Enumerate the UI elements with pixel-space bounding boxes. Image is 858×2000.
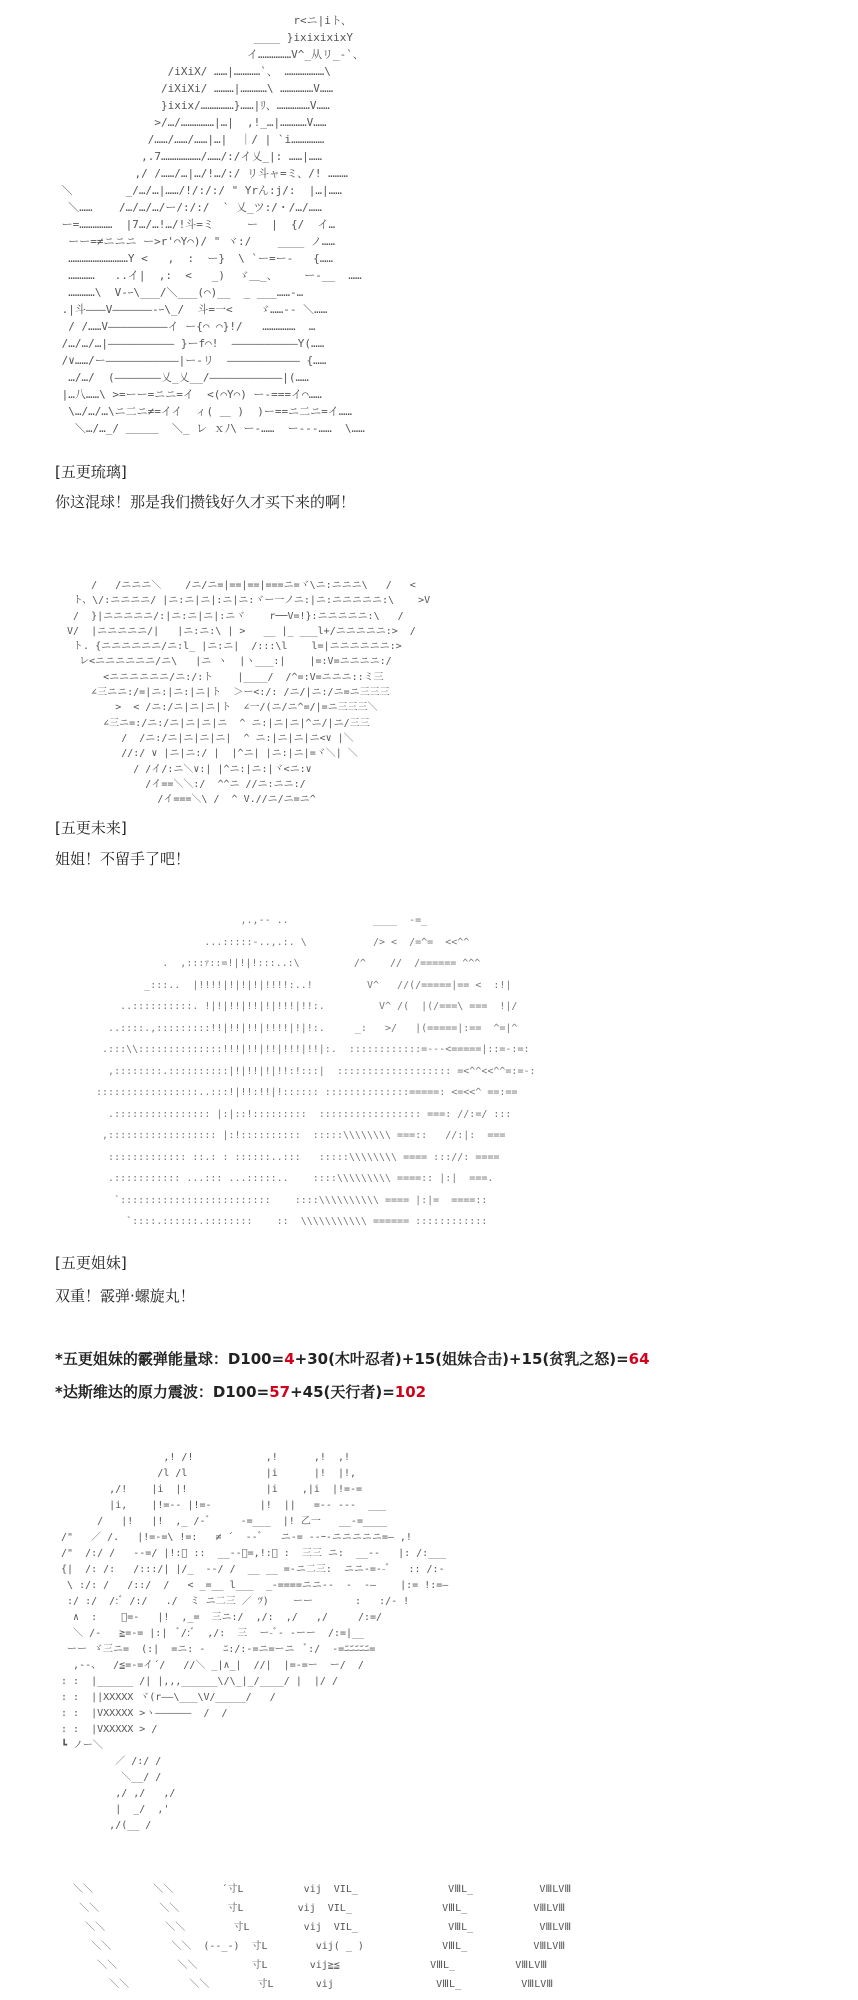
speaker-tag-sisters: [五更姐妹] (55, 1254, 127, 1272)
ascii-art-kuroneko-portrait: r<ニ|iト、 ____ }ixixixixY イ……………V^_从リ_-`、 /iXiX/ ……|…………`、 ………………\ /iXiXi/ ………|…………\ ……………V…… }ixix/……………}……|ﾘ、……………V…… >/…/……………|…| ,!_…|…………V…… /……/……/……|…| ｜/ | `i…………… ,.7………………/……/:/イ乂_|: ……|…… ,/ /……/…|…/!…/:/ リ斗ャ=ミ、/! ……… ＼ _/…/…|……/!/:/:/ " Yrん:j/: |…|…… ＼…… /…/…/…/ー/:/:/ ` 乂_ツ:/・/…/…… ー=…………… |7…/…!…/!斗=ミ ー | {/ イ… ーー=≠ニニニ ー>r'⌒Y⌒)/ " ヾ:/ ____ ノ…… ………………………Y < , : ー} \ `ー=ー‐ {…… ………… ..イ| ,: < _) ゞ＿_、 ー-__ …… …………\ V-ｰ\___/＼___(⌒)__ _ ___……‐… .|斗———V——————-ｰ\_/ 斗=一< ゞ……-- ＼…… / /……V—————————イ ー{⌒ ⌒}!/ …………… … /…/…/…|—————————— }ーf⌒! ——————————Y(…… /∨……/ー———————————|ー‐リ ——————————— {…… …/…/ (———————乂_乂__/———————————|(…… |…八……\ >=ーー=ニニ=イ <(⌒Y⌒) ー‐===イ⌒…… \…/…/…\ニ二ニ≠=イイ ィ( ＿ ) )ー==ニ二ニ=イ…… ＼…/…_/ ＿＿＿ ＼_ レ ｘﾉ\ ー-…… ー‐‐-…… \…… (61, 14, 365, 435)
dice-roll-vader-bonuses: +45(天行者)= (290, 1383, 395, 1401)
ascii-art-rasengan-attack: ,.,-- .. ____ -=_ ...:::::-..,.:. \ /> < /=^= <<^^ . ,:::ｧ::=!|!|!:::..:\ /^ // /====== ^^^ _:::.. |!!!!|!|!|!|!!!!:..! V^ //(/=====|== < :!| ..::::::::::. !|!|!!|!!|!|!!!|!!:. V^ /( |(/===\ === !|/ ..::::.,:::::::::!!|!!|!!|!!!!|!|!:. _: >/ |(=====|:== ^=|^ .:::\\::::::::::::::!!!|!!|!!|!!!|!!|:. ::::::::::::=---<=====|::=-:=: ,::::::::.::::::::::|!|!!|!|!!:!:::| ::::::::::::::::::: =<^^<<^^=:=-: :::::::::::::::::..:::!|!!:!!|!:::::: ::::::::::::::=====: <=<<^ ==:== .:::::::::::::::: |:|::!::::::::: ::::::::::::::::: ===: //:=/ ::: ,:::::::::::::::::: |:!:::::::::: :::::\\\\\\\\ ===:: //:|: === ::::::::::::: ::.: : ::::::..::: :::::\\\\\\\\ ==== ::://: ==== .::::::::::: ...::: ...:::::.. ::::\\\\\\\\\ ====:: |:| ===. `::::::::::::::::::::::::: ::::\\\\\\\\\\ ==== |:|= ====:: `::::.::::::.:::::::: :: \\\\\\\\\\\ ====== :::::::::::: (96, 915, 536, 1227)
dice-roll-sisters-total: 64 (628, 1350, 650, 1368)
dice-roll-vader (55, 1382, 426, 1402)
dice-roll-sisters-value: 4 (284, 1350, 295, 1368)
ascii-art-impact-lines: ＼＼ ＼＼ ´寸L vij VIL_ VⅢL_ VⅢLVⅢ ＼＼ ＼＼ 寸L vij VIL_ VⅢL_ VⅢLVⅢ ＼＼ ＼＼ 寸L vij VIL_ VⅢL_ VⅢLVⅢ ＼＼ ＼＼ (--_-) 寸L vij( _ ) VⅢL_ VⅢLVⅢ ＼＼ ＼＼ 寸L vij≧≦ VⅢL_ VⅢLVⅢ ＼＼ ＼＼ 寸L vij VⅢL_ VⅢLVⅢ (73, 1884, 572, 1990)
ascii-art-force-wave: ,! /! ,! ,! ,! /l /l |i |! |!, ,/! |i |! |i ,|i |!=-= |i, |!=-- |!=- |! || =-- --- ___ / |! |! ,_ /-ﾞ -=___ |! 乙一 __-=____ /" ／ /. |!=-=\ !=: ≠ ´ --ﾞ ニ-= --ｰ-ニニニニニ=— ,! /" /:/ / --=/ |!:ﾞ :: __--ﾞ=,!:ﾞ : 三三 ニ: __-- |: /:___ {| /: /: /:::/| |/_ --/ / __ __ =-ニ二三: ニニ-=--ﾞ :: /:- \ :/: / /::/ / < _=__ l___ _-====ニニ-- - -— |:= !:=— :/ :/ /:ﾞ /:/ ./ ミ ニ二三 ／ ﾂ) ーー : :/- ! ∧ : ﾞ=- |! ,_= 三ニ:/ ,/: ,/ ,/ /:=/ ＼ /- ≧=-= |:| ﾞ/:ﾞ ,/: 三 ー-ﾞ- -ーー /:=|__ ーー ゞ三ニ= (:| =ニ: - ﾆ:/:-=ニ=ーニ ﾞ:/ -=ﾆﾆﾆﾆﾆ= ,--、 /≦=-=イ´/ //＼ _|∧_| //| |=-=ー ー/ / : : |______ /| |,,,______\/\_|_/____/ | |/ / : : ||XXXXX ヾ(r——\___\V/_____/ / : : |VXXXXX >ヽ—————— / / : : |VXXXXX > / ┗ ノー＼ ／ /:/ / ＼__/ / ,/ ,/ ,/ | _/ ,' ,/(__ / (61, 1452, 449, 1831)
dialogue-line-sisters: 双重！霰弹·螺旋丸！ (55, 1287, 195, 1305)
ascii-art-mirai-portrait: / /ニニニ＼ /ニ/ニ=|==|==|===ニ=ヾ\ニ:ニニニ\ / < ト、\/:ニニニニ/ |ニ:ニ|ニ|:ニ|ニ:ヾー一ノニ:|ニ:ニニニニニ:\ >V / }|ニニニニニ/:|ニ:ニ|ニ|:ニヾ r──V=!}:ニニニニニ:\ / V/ |ニニニニニ/| |ニ:ニ:\ | > __ |_ ___l+/ニニニニニ:> / ト. {ニニニニニニ/ニ:l_ |ニ:ニ| /:::\l l=|ニニニニニニ:> レ<ニニニニニニ/ニ\ |ニ ヽ |ヽ___:| |=:V=ニニニニ:/ <ニニニニニニ/ニ:/:ト |____/ /^=:V=ニニニ::ミ三 ∠三ニニ:/=|ニ:|ニ:|ニ|ト ＞ー<:/: /ニ/|ニ:/ニ=ニ三三三 > < /ニ:/ニ|ニ|ニ|ト ∠一/(ニ/ニ^=/|=ニ三三三＼ ∠三ニ=:/ニ:/ニ|ニ|ニ|ニ ^ ニ:|ニ|ニ|^ニ/|ニ/三三 / /ニ:/ニ|ニ|ニ|ニ| ^ ニ:|ニ|ニ|ニ<∨ |＼ //:/ ∨ |ニ|ニ:/ | |^ニ| |ニ:|ニ|=ヾ＼| ＼ / /イ/:ニ＼∨:| |^ニ:|ニ:|ヾ<ニ:∨ /イ==＼＼:/ ^^ニ //ニ:ニニ:/ /イ===＼\ / ^ V.//ニ/ニ=ニ^ (67, 580, 431, 806)
dice-roll-vader-total: 102 (394, 1383, 427, 1401)
dice-roll-vader-prefix: *达斯维达的原力震波：D100= (55, 1383, 270, 1401)
dice-roll-sisters-bonuses: +30(木叶忍者)+15(姐妹合击)+15(贫乳之怒)= (294, 1350, 629, 1368)
dice-roll-sisters-prefix: *五更姐妹的霰弹能量球：D100= (55, 1350, 285, 1368)
dice-roll-vader-value: 57 (269, 1383, 291, 1401)
dialogue-line-mirai: 姐姐！不留手了吧！ (55, 850, 191, 868)
speaker-tag-mirai: [五更未来] (55, 819, 127, 837)
speaker-tag-ruri: [五更琉璃] (55, 463, 127, 481)
dice-roll-sisters (55, 1349, 650, 1369)
dialogue-line-ruri: 你这混球！那是我们攒钱好久才买下来的啊！ (55, 493, 356, 511)
